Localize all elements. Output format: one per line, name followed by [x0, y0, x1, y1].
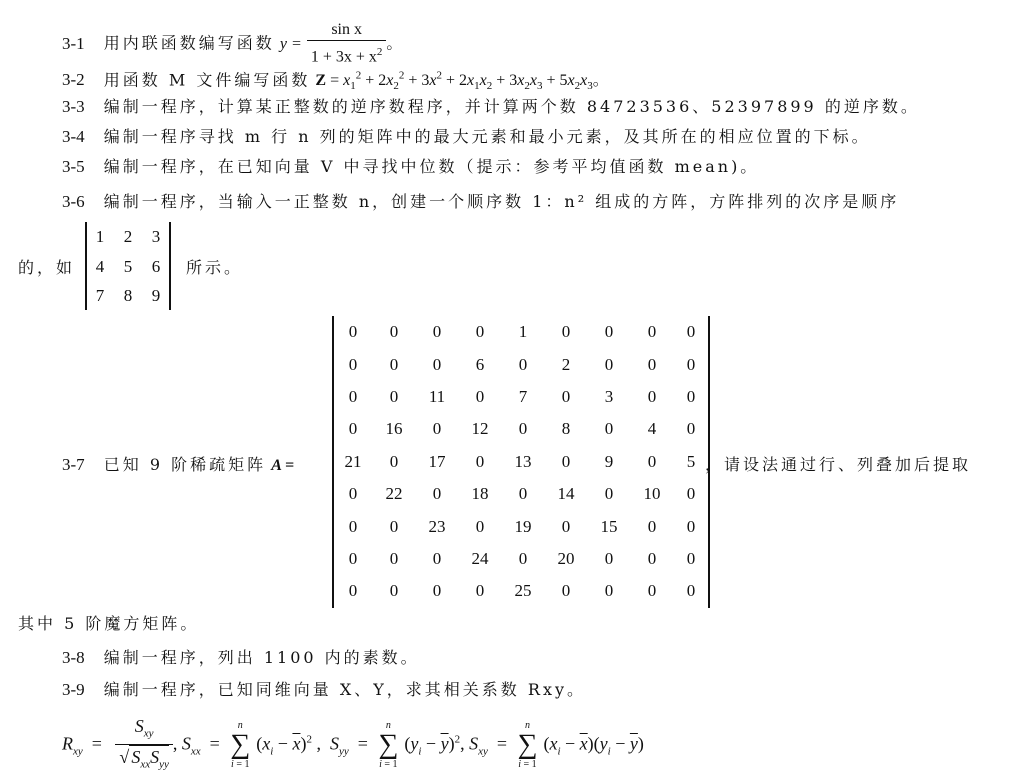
matrix-cell: 0: [348, 516, 358, 536]
matrix-cell: 15: [600, 516, 618, 536]
matrix-cell: 0: [604, 354, 614, 374]
matrix-cell: 0: [348, 484, 358, 504]
matrix-row: [334, 543, 708, 575]
matrix-cell: 10: [643, 484, 661, 504]
matrix-cell: 0: [686, 386, 696, 406]
matrix-cell: 0: [432, 581, 442, 601]
matrix-cell: 0: [647, 322, 657, 342]
matrix-cell: 0: [604, 581, 614, 601]
matrix-cell: 21: [344, 451, 362, 471]
matrix-cell: 0: [389, 516, 399, 536]
matrix-cell: 0: [686, 516, 696, 536]
matrix-cell: 0: [604, 322, 614, 342]
matrix-cell: 19: [514, 516, 532, 536]
matrix-row: [334, 478, 708, 510]
matrix-cell: 0: [389, 451, 399, 471]
exercise-3-3: 3-3 编制一程序，计算某正整数的逆序数程序，并计算两个数 84723536、52397899 的逆序数。: [62, 97, 920, 116]
matrix-row: [334, 413, 708, 445]
matrix-row: [334, 348, 708, 380]
matrix-cell: 0: [647, 386, 657, 406]
matrix-cell: 0: [432, 354, 442, 374]
matrix-cell: 24: [471, 548, 489, 568]
matrix-cell: 0: [389, 354, 399, 374]
matrix-cell: 0: [348, 354, 358, 374]
exercise-3-7: 3-7 已知 9 阶稀疏矩阵 A =: [62, 455, 295, 474]
matrix-cell: 0: [686, 484, 696, 504]
matrix-cell: 16: [385, 419, 403, 439]
correlation-formula: $R_{xy}$ = $\frac{S_{xy}}{√ S_{xx}S_{yy}}$ , $S_{xx}$ = n ∑ i = 1 $(x_i - \overline{x})^2$ , $S_{yy}$ = n ∑ i = 1 $(y_i - \overline{y})^2$, $S_{xy}$ = n ∑ i = 1 $(x_i - \overline{x})(y_i - \overline{y})$: [62, 716, 644, 775]
matrix-cell: 12: [471, 419, 489, 439]
matrix-cell: 0: [348, 419, 358, 439]
matrix-row: [334, 510, 708, 542]
matrix-cell: 0: [686, 322, 696, 342]
sparse-matrix-9x9: [332, 316, 710, 608]
exercise-3-2: 3-2 用函数 M 文件编写函数 $Z = x_1^2 + 2x_2^2 + 3x^2 + 2x_1x_2 + 3x_2x_3 + 5x_2x_3$。: [62, 70, 609, 93]
matrix-cell: 0: [389, 386, 399, 406]
exercise-3-6-cont-prefix: 的，如: [18, 258, 76, 277]
matrix-cell: 0: [475, 451, 485, 471]
matrix-cell: 0: [475, 516, 485, 536]
matrix-cell: 0: [518, 419, 528, 439]
matrix-cell: 5: [686, 451, 696, 471]
matrix-cell: 0: [561, 581, 571, 601]
matrix-cell: 0: [348, 581, 358, 601]
matrix-cell: 18: [471, 484, 489, 504]
matrix-cell: 11: [428, 386, 446, 406]
matrix-cell: 0: [647, 516, 657, 536]
matrix-cell: 0: [475, 581, 485, 601]
matrix-cell: 0: [647, 581, 657, 601]
matrix-row: [334, 575, 708, 607]
matrix-cell: 0: [475, 322, 485, 342]
matrix-cell: 0: [561, 322, 571, 342]
matrix-cell: 0: [604, 419, 614, 439]
matrix-cell: 4: [647, 419, 657, 439]
matrix-cell: 0: [686, 548, 696, 568]
matrix-cell: 1: [518, 322, 528, 342]
matrix-cell: 0: [432, 484, 442, 504]
matrix-cell: 8: [561, 419, 571, 439]
matrix-row: [334, 316, 708, 348]
matrix-row: [334, 381, 708, 413]
matrix-cell: 0: [518, 484, 528, 504]
matrix-cell: 0: [686, 581, 696, 601]
matrix-cell: 7: [518, 386, 528, 406]
exercise-3-9: 3-9 编制一程序，已知同维向量 X、Y，求其相关系数 Rxy。: [62, 680, 587, 699]
matrix-cell: 0: [518, 354, 528, 374]
matrix-cell: 0: [432, 419, 442, 439]
matrix-row: [334, 446, 708, 478]
matrix-cell: 0: [389, 322, 399, 342]
matrix-cell: 0: [686, 354, 696, 374]
exercise-3-1: 3-1 用内联函数编写函数 y = $\frac{\text{sin x}}{1 + 3x + x^2}$ 。: [62, 20, 402, 68]
matrix-cell: 0: [647, 548, 657, 568]
matrix-cell: 0: [348, 548, 358, 568]
matrix-cell: 0: [647, 354, 657, 374]
exercise-3-5: 3-5 编制一程序，在已知向量 V 中寻找中位数（提示：参考平均值函数 mean)。: [62, 157, 760, 176]
matrix-cell: 13: [514, 451, 532, 471]
matrix-cell: 0: [604, 548, 614, 568]
matrix-cell: 20: [557, 548, 575, 568]
matrix-cell: 0: [561, 386, 571, 406]
matrix-cell: 0: [475, 386, 485, 406]
matrix-cell: 0: [686, 419, 696, 439]
exercise-3-7-cont: 其中 5 阶魔方矩阵。: [18, 614, 200, 633]
matrix-cell: 0: [432, 322, 442, 342]
matrix-cell: 9: [604, 451, 614, 471]
matrix-cell: 0: [389, 548, 399, 568]
exercise-3-6: 3-6 编制一程序，当输入一正整数 n，创建一个顺序数 1：n² 组成的方阵，方阵排列的次序是顺序: [62, 192, 900, 211]
matrix-cell: 0: [561, 451, 571, 471]
matrix-cell: 0: [647, 451, 657, 471]
matrix-cell: 0: [432, 548, 442, 568]
matrix-cell: 0: [348, 386, 358, 406]
matrix-3x3: 1 2 3 4 5 6 7 8 9: [85, 222, 171, 310]
matrix-cell: 0: [389, 581, 399, 601]
exercise-3-6-cont-suffix: 所示。: [186, 258, 244, 277]
exercise-3-8: 3-8 编制一程序，列出 1100 内的素数。: [62, 648, 420, 667]
exercise-3-4: 3-4 编制一程序寻找 m 行 n 列的矩阵中的最大元素和最小元素，及其所在的相应位置的下标。: [62, 127, 871, 146]
matrix-cell: 0: [518, 548, 528, 568]
matrix-cell: 2: [561, 354, 571, 374]
matrix-cell: 3: [604, 386, 614, 406]
matrix-cell: 23: [428, 516, 446, 536]
matrix-cell: 14: [557, 484, 575, 504]
matrix-cell: 0: [561, 516, 571, 536]
matrix-cell: 0: [348, 322, 358, 342]
matrix-cell: 25: [514, 581, 532, 601]
matrix-cell: 0: [604, 484, 614, 504]
matrix-cell: 22: [385, 484, 403, 504]
matrix-cell: 17: [428, 451, 446, 471]
fraction: $\frac{\text{sin x}}{1 + 3x + x^2}$: [307, 20, 387, 68]
exercise-3-7-suffix: ，请设法通过行、列叠加后提取: [705, 455, 972, 474]
matrix-cell: 6: [475, 354, 485, 374]
